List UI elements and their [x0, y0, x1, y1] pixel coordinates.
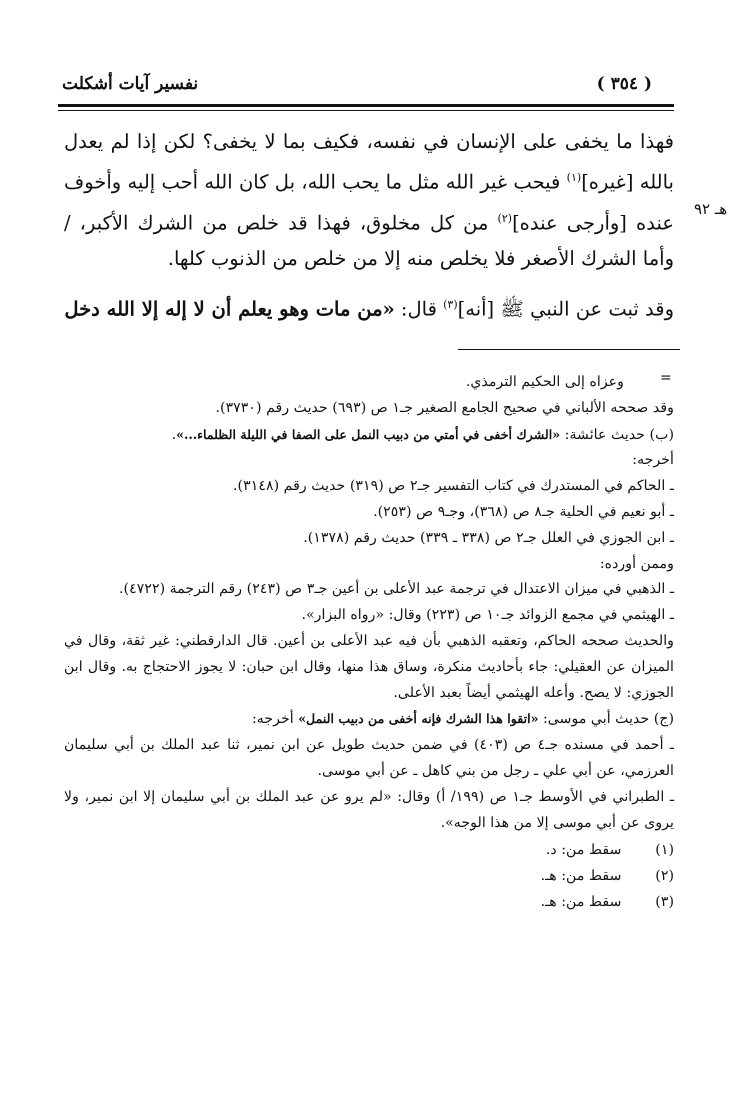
footnote-notes	[64, 838, 674, 915]
footnote-text: سقط من: د.	[545, 842, 622, 859]
footnote-line: ـ الهيثمي في مجمع الزوائد جـ١٠ ص (٢٢٣) وقال: «رواه البزار».	[301, 607, 674, 624]
footnote-note	[64, 838, 674, 864]
footnote-line: وقد صححه الألباني في صحيح الجامع الصغير جـ١ ص (٦٩٣) حديث رقم (٣٧٣٠).	[215, 399, 674, 416]
footnote-line: ـ الذهبي في ميزان الاعتدال في ترجمة عبد الأعلى بن أعين جـ٣ ص (٢٤٣) رقم الترجمة (٤٧٢٢).	[119, 581, 674, 598]
footnote-line: والحديث صححه الحاكم، وتعقبه الذهبي بأن فيه عبد الأعلى بن أعين. قال الدارقطني: غير ثقة، وقال في الميزان عن العقيلي: جاء بأحاديث منكرة، وساق هذا منها، وقال ابن حبان: لا يجوز الاحتجاج به. وقال ابن الجوزي: لا يصح. وأعله الهيثمي أيضاً بعبد الأعلى.	[64, 632, 674, 701]
footnote-number: (٢)	[655, 868, 674, 885]
text-run: (ج) حديث أبي موسى:	[538, 711, 674, 728]
header-rule-thick	[58, 104, 674, 107]
footnote-line: ـ أبو نعيم في الحلية جـ٨ ص (٣٦٨)، وجـ٩ ص (٢٥٣).	[373, 503, 674, 520]
footnote-ref: (١)	[566, 171, 582, 184]
text-run: (ب) حديث عائشة:	[560, 426, 674, 443]
footnote-line: ـ الطبراني في الأوسط جـ١ ص (١٩٩/ أ) وقال: «لم يرو عن عبد الملك بن أبي سليمان إلا ابن نمير، ولا يروى عن أبي موسى إلا من هذا الوجه».	[64, 788, 674, 831]
text-run: .	[171, 426, 177, 443]
footnote-line	[64, 706, 674, 733]
footnote-note	[64, 864, 674, 890]
footnote-line: ـ ابن الجوزي في العلل جـ٢ ص (٣٣٨ ـ ٣٣٩) حديث رقم (١٣٧٨).	[303, 529, 674, 546]
text-run: وقد ثبت عن النبي ﷺ [أنه]	[457, 297, 674, 321]
text-run: من كل مخلوق، فهذا قد خلص من الشرك الأكبر، / وأما الشرك الأصغر فلا يخلص منه إلا من خلص من الذنوب كلها.	[64, 211, 674, 270]
manuscript-margin-note: هـ ٩٢	[694, 200, 728, 218]
text-run: قال:	[394, 297, 444, 321]
footnote-number: (١)	[655, 842, 674, 859]
continuation-mark: =	[660, 370, 672, 386]
page-header	[58, 74, 674, 96]
footnote-line: وممن أورده:	[599, 555, 674, 572]
page-number: ( ٣٥٤ )	[596, 74, 652, 94]
footnote-text: سقط من: هـ.	[540, 893, 622, 910]
footnote-line: وعزاه إلى الحكيم الترمذي.	[465, 374, 624, 390]
hadith-quote: «اتقوا هذا الشرك فإنه أخفى من دبيب النمل»	[298, 711, 539, 727]
running-title: نفسير آيات أشكلت	[62, 74, 199, 94]
footnote-line	[64, 422, 674, 449]
footnotes	[64, 370, 674, 916]
footnote-line: ـ الحاكم في المستدرك في كتاب التفسير جـ٢ ص (٣١٩) حديث رقم (٣١٤٨).	[233, 478, 674, 495]
footnote-text: سقط من: هـ.	[540, 868, 622, 885]
body-paragraph-1	[64, 124, 674, 277]
footnote-note	[64, 890, 674, 916]
hadith-quote: «من مات وهو يعلم أن لا إله إلا الله دخل	[64, 297, 395, 321]
footnote-ref: (٢)	[497, 211, 513, 225]
footnote-ref: (٣)	[443, 298, 458, 311]
footnote-number: (٣)	[655, 893, 674, 910]
footnote-separator	[458, 349, 680, 350]
body-paragraph-2	[64, 287, 674, 328]
text-run: فيحب غير الله مثل ما يحب الله، بل كان الله أحب إليه وأخوف عنده [وأرجى عنده]	[64, 170, 674, 234]
main-text	[64, 124, 674, 328]
footnote-line: أخرجه:	[632, 452, 674, 469]
header-rule-thin	[58, 110, 674, 111]
hadith-quote: «الشرك أخفى في أمتي من دبيب النمل على الصفا في الليلة الظلماء...»	[176, 426, 561, 442]
text-run: أخرجه:	[251, 711, 299, 728]
text-run: فهذا ما يخفى على الإنسان في نفسه، فكيف بما لا يخفى؟ لكن إذا لم يعدل بالله [غيره]	[64, 130, 674, 194]
footnote-line: ـ أحمد في مسنده جـ٤ ص (٤٠٣) في ضمن حديث طويل عن ابن نمير، ثنا عبد الملك بن أبي سليمان العرزمي، عن أبي علي ـ رجل من بني كاهل ـ عن أبي موسى.	[64, 737, 674, 779]
